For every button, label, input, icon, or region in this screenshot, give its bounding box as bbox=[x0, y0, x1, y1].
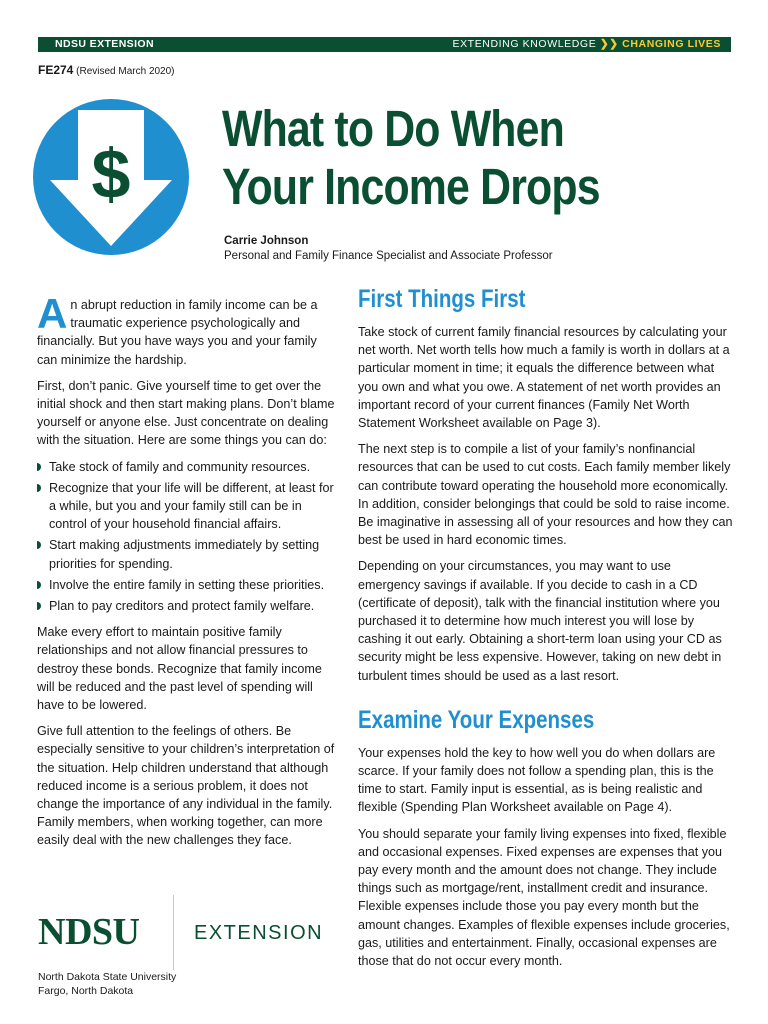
header-bar bbox=[38, 37, 731, 52]
tagline-separator: ❯❯ bbox=[599, 38, 619, 50]
list-item bbox=[37, 458, 337, 476]
publication-number bbox=[38, 63, 175, 77]
paragraph-feelings: Give full attention to the feelings of others. Be especially sensitive to your children’s interpretation of the situation. Help children understand that although reduced income is a serious problem, it does not change the importance of any individual in the family. Family members, when working together, can more easily deal with the new challenges they face. bbox=[37, 724, 335, 848]
header-tagline bbox=[452, 37, 721, 52]
section-heading-first-things-first: First Things First bbox=[358, 285, 526, 313]
header-org: NDSU EXTENSION bbox=[55, 38, 154, 50]
paragraph-expense-types: You should separate your family living expenses into fixed, flexible and occasional expenses. Fixed expenses are expenses that you pay every month and the amount does not change. They include things such as mortgage/rent, installment credit and insurance. Flexible expenses include those you pay every month but the amount changes. Examples of flexible expenses include groceries, gas, utilities and entertainment. Finally, occasional expenses are those that do not occur every month. bbox=[358, 826, 730, 969]
page-title bbox=[222, 100, 600, 216]
paragraph-relationships: Make every effort to maintain positive family relationships and not allow financial pressures to destroy these bonds. Recognize that family income will be reduced and the past level of spending will have to be lowered. bbox=[37, 625, 322, 713]
paragraph-savings: Depending on your circumstances, you may want to use emergency savings if available. If you decide to cash in a CD (certificate of deposit), talk with the financial institution where you purchased it to determine how much interest you will lose by cashing it out early. Obtaining a short-term loan using your CD as security might be less expensive. However, taking on new debt in turbulent times should be used as a last resort. bbox=[358, 559, 722, 683]
bullet-icon bbox=[37, 602, 41, 610]
author-name: Carrie Johnson bbox=[224, 235, 309, 247]
list-item-text: Plan to pay creditors and protect family welfare. bbox=[49, 599, 315, 614]
list-item bbox=[37, 479, 337, 534]
list-item-text: Recognize that your life will be different, at least for a while, but you and your family still can be in control of your household financial affairs. bbox=[49, 480, 334, 532]
paragraph-expenses-key: Your expenses hold the key to how well you do when dollars are scarce. If your family does not follow a spending plan, this is the time to start. Family input is essential, as is being realistic and flexible (Spending Plan Worksheet available on Page 4). bbox=[358, 745, 716, 815]
publication-revised: (Revised March 2020) bbox=[76, 66, 175, 77]
footer-divider bbox=[173, 895, 174, 970]
intro-text: n abrupt reduction in family income can be a traumatic experience psychologically and financially. But you have ways you and your family can minimize the hardship. bbox=[37, 298, 318, 367]
svg-text:$: $ bbox=[91, 135, 131, 213]
section-heading-examine-expenses: Examine Your Expenses bbox=[358, 705, 595, 734]
footer-address bbox=[38, 970, 176, 998]
extension-wordmark: EXTENSION bbox=[194, 922, 324, 944]
list-item bbox=[37, 576, 337, 594]
bullet-icon bbox=[37, 463, 41, 471]
publication-code: FE274 bbox=[38, 63, 74, 77]
ndsu-logo: NDSU bbox=[38, 911, 140, 953]
drop-cap: A bbox=[37, 290, 68, 337]
list-item bbox=[37, 597, 337, 615]
intro-paragraph bbox=[37, 290, 337, 369]
left-column bbox=[37, 290, 337, 858]
paragraph-net-worth: Take stock of current family financial resources by calculating your net worth. Net worth tells how much a family is worth in dollars at a particular moment in time; it equals the difference between what you own and what you owe. A statement of net worth provides an important record of your current finances (Family Net Worth Statement Worksheet available on Page 3). bbox=[358, 325, 730, 431]
list-item-text: Take stock of family and community resources. bbox=[49, 459, 311, 474]
list-item-text: Start making adjustments immediately by setting priorities for spending. bbox=[49, 538, 320, 571]
tagline-part1: EXTENDING KNOWLEDGE bbox=[452, 38, 597, 50]
list-item-text: Involve the entire family in setting these priorities. bbox=[49, 577, 325, 592]
tagline-part2: CHANGING LIVES bbox=[622, 38, 721, 50]
paragraph-nonfinancial: The next step is to compile a list of your family’s nonfinancial resources that can be used to cut costs. Each family member likely can contribute toward operating the household more economically. In addition, consider belongings that could be sold to raise income. Be imaginative in assessing all of your resources and how they can best be used in hard economic times. bbox=[358, 442, 733, 548]
title-line-2: Your Income Drops bbox=[222, 158, 600, 215]
bullet-icon bbox=[37, 484, 41, 492]
bullet-icon bbox=[37, 541, 41, 549]
paragraph-dont-panic: First, don’t panic. Give yourself time to get over the initial shock and then start making plans. Don’t blame yourself or anyone else. Just concentrate on dealing with the situation. Here are some things you can do: bbox=[37, 378, 335, 448]
bullet-icon bbox=[37, 581, 41, 589]
dollar-down-arrow-icon bbox=[32, 98, 190, 256]
author-role: Personal and Family Finance Specialist and Associate Professor bbox=[224, 250, 553, 262]
university-location: Fargo, North Dakota bbox=[38, 985, 134, 997]
list-item bbox=[37, 536, 337, 572]
author-block bbox=[224, 234, 553, 264]
right-column bbox=[358, 284, 736, 978]
university-name: North Dakota State University bbox=[38, 971, 177, 983]
title-line-1: What to Do When bbox=[222, 100, 564, 157]
action-list bbox=[37, 458, 337, 616]
